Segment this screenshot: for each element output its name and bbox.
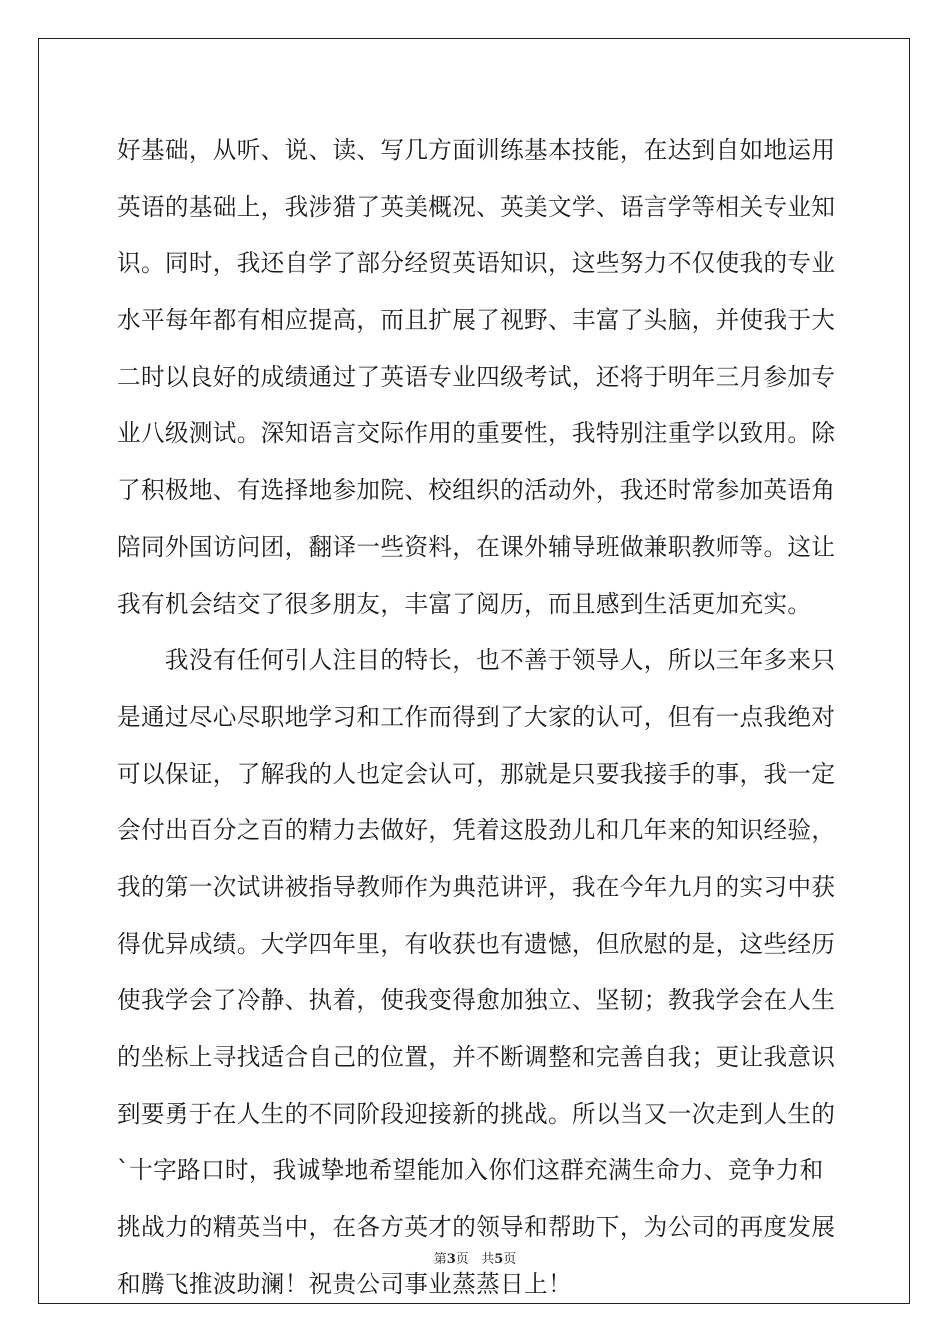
text-line: 会付出百分之百的精力去做好，凭着这股劲儿和几年来的知识经验， bbox=[117, 816, 836, 845]
text-line: 是通过尽心尽职地学习和工作而得到了大家的认可，但有一点我绝对 bbox=[117, 702, 836, 731]
text-line: 英语的基础上，我涉猎了英美概况、英美文学、语言学等相关专业知 bbox=[117, 192, 836, 221]
text-line: 得优异成绩。大学四年里，有收获也有遗憾，但欣慰的是，这些经历 bbox=[117, 929, 836, 958]
footer-total-prefix: 共 bbox=[481, 1252, 495, 1267]
text-line: 我没有任何引人注目的特长，也不善于领导人，所以三年多来只 bbox=[117, 646, 836, 675]
text-line: 和腾飞推波助澜！祝贵公司事业蒸蒸日上！ bbox=[117, 1269, 572, 1298]
text-line: 二时以良好的成绩通过了英语专业四级考试，还将于明年三月参加专 bbox=[117, 362, 836, 391]
text-line: 我有机会结交了很多朋友，丰富了阅历，而且感到生活更加充实。 bbox=[117, 589, 812, 618]
total-pages-number: 5 bbox=[494, 1252, 504, 1267]
text-line: 到要勇于在人生的不同阶段迎接新的挑战。所以当又一次走到人生的 bbox=[117, 1099, 836, 1128]
text-line: 了积极地、有选择地参加院、校组织的活动外，我还时常参加英语角 bbox=[117, 476, 836, 505]
text-line: 识。同时，我还自学了部分经贸英语知识，这些努力不仅使我的专业 bbox=[117, 249, 836, 278]
text-line: 可以保证，了解我的人也定会认可，那就是只要我接手的事，我一定 bbox=[117, 759, 836, 788]
text-line: `十字路口时，我诚挚地希望能加入你们这群充满生命力、竞争力和 bbox=[117, 1156, 824, 1185]
text-line: 挑战力的精英当中，在各方英才的领导和帮助下，为公司的再度发展 bbox=[117, 1213, 836, 1242]
text-line: 水平每年都有相应提高，而且扩展了视野、丰富了头脑，并使我于大 bbox=[117, 306, 836, 335]
text-line: 的坐标上寻找适合自己的位置，并不断调整和完善自我；更让我意识 bbox=[117, 1043, 836, 1071]
text-line: 我的第一次试讲被指导教师作为典范讲评，我在今年九月的实习中获 bbox=[117, 872, 836, 901]
footer-prefix: 第 bbox=[433, 1252, 447, 1267]
footer-total-suffix: 页 bbox=[503, 1252, 517, 1267]
text-line: 陪同外国访问团，翻译一些资料，在课外辅导班做兼职教师等。这让 bbox=[117, 532, 836, 561]
current-page-number: 3 bbox=[446, 1252, 456, 1267]
text-line: 好基础，从听、说、读、写几方面训练基本技能，在达到自如地运用 bbox=[117, 136, 836, 164]
text-line: 业八级测试。深知语言交际作用的重要性，我特别注重学以致用。除 bbox=[117, 419, 836, 448]
footer-page-suffix: 页 bbox=[455, 1252, 469, 1267]
document-body bbox=[117, 122, 836, 1312]
text-line: 使我学会了冷静、执着，使我变得愈加独立、坚韧；教我学会在人生 bbox=[117, 986, 836, 1015]
page-footer bbox=[0, 1248, 950, 1267]
